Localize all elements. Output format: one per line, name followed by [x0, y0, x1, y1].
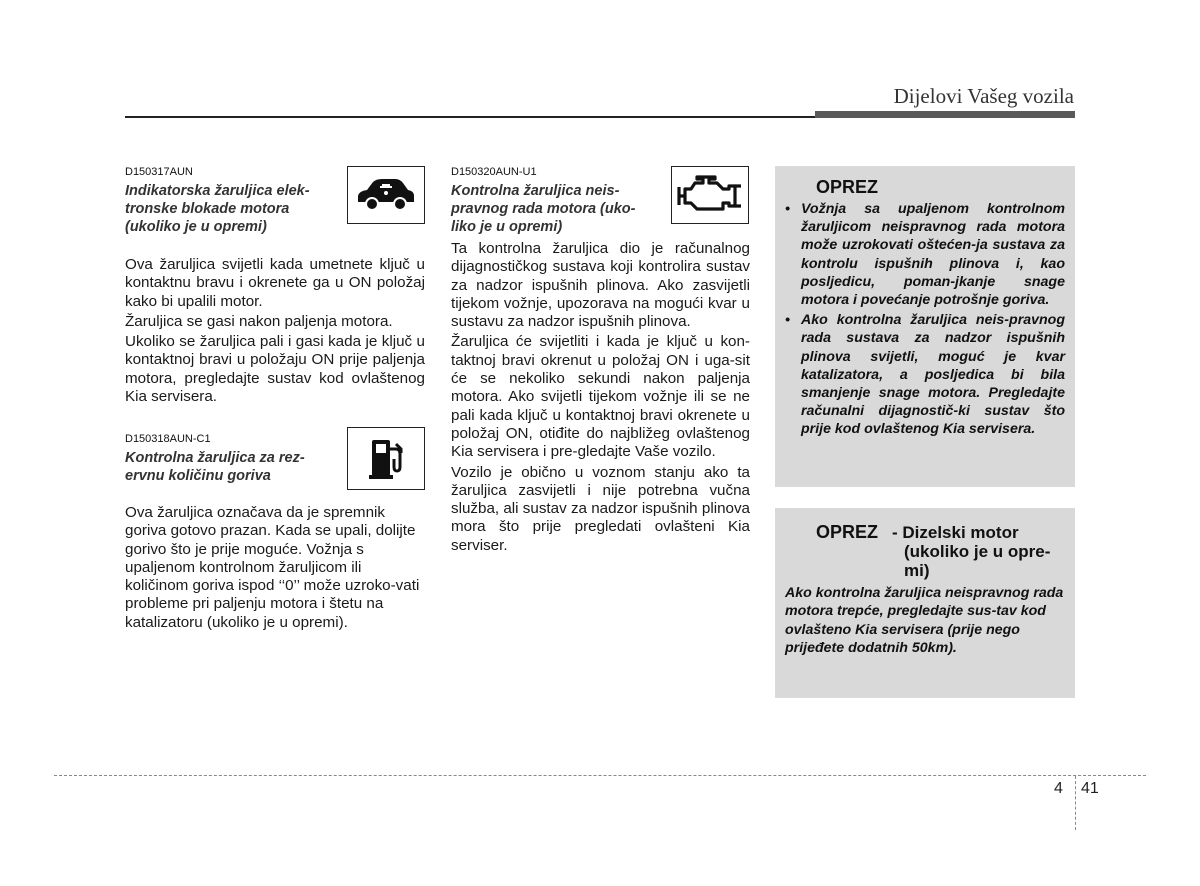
section-title-line: tronske blokade motora [125, 201, 290, 217]
caution-text: Ako kontrolna žaruljica neispravnog rada motora trepće, pregledajte sus-tav kod ovlašteno Kia servisera (prije nego prijeđete dodatnih 50km). [785, 585, 1064, 657]
page-number: 41 [1081, 780, 1099, 797]
check-engine-icon [671, 166, 749, 224]
section-title-line: Kontrolna žaruljica za rez- [125, 450, 305, 466]
body-paragraph: Žaruljica se gasi nakon paljenja motora. [125, 312, 393, 330]
section-title-line: pravnog rada motora (uko- [451, 201, 636, 217]
section-check-engine-body [451, 240, 750, 555]
body-paragraph: Žaruljica će svijetliti i kada je ključ u kon-taktnoj bravi okrenut u položaj ON i uga-sit će se nekoliko sekundi nakon paljenja motora. Ako svijetli tijekom vožnje ili se ne pali kada ključ u kontaktnoj bravi okrenete u položaj ON, otiđite do najbližeg ovlaštenog Kia servisera i pre-gledajte Vaše vozilo. [451, 333, 750, 461]
page-header-title: Dijelovi Vašeg vozila [893, 84, 1074, 108]
section-code: D150317AUN [125, 166, 193, 178]
car-immobilizer-icon [347, 166, 425, 224]
header-rule [125, 116, 815, 118]
caution-item [775, 200, 1075, 309]
caution-list [775, 200, 1075, 439]
caution-heading: OPREZ [816, 522, 879, 542]
caution-box-diesel [775, 508, 1075, 698]
bullet: • [785, 201, 790, 217]
section-code: D150320AUN-U1 [451, 166, 537, 178]
section-title-line: (ukoliko je u opremi) [125, 219, 267, 235]
body-paragraph: Ova žaruljica označava da je spremnik goriva gotovo prazan. Kada se upali, dolijte gorivo što je prije moguće. Vožnja s upaljenom kontrolnom žaruljicom ili količinom goriva ispod ‘‘0’’ može uzroko-vati probleme pri paljenju motora i štetu na katalizatoru (ukoliko je u opremi). [125, 504, 420, 631]
body-paragraph: Vozilo je obično u voznom stanju ako ta žaruljica zasvijetli i nije potrebna vučna služba, ali sustav za nadzor ispušnih plinova mora što prije pregledati ovlašteni Kia serviser. [451, 463, 750, 554]
section-title-line: liko je u opremi) [451, 219, 563, 235]
section-title-line: Kontrolna žaruljica neis- [451, 183, 620, 199]
caution-heading: OPREZ [816, 177, 879, 197]
caution-subheading: - Dizelski motor [892, 523, 1019, 542]
caution-box [775, 166, 1075, 487]
fuel-pump-icon [347, 427, 425, 490]
section-title-line: Indikatorska žaruljica elek- [125, 183, 310, 199]
caution-header [775, 508, 1075, 582]
header-rule-accent [815, 111, 1075, 118]
caution-item-text: Ako kontrolna žaruljica neis-pravnog rada sustava za nadzor ispušnih plinova svijetli, moguć je kvar katalizatora, a posljedica bi bila smanjenje snage motora. Pregledajte računalni dijagnostič-ki sustav što prije kod ovlaštenog Kia servisera. [801, 312, 1065, 438]
body-paragraph: Ta kontrolna žaruljica dio je računalnog dijagnostičkog sustava koji kontrolira sustav za nadzor ispušnih plinova. Ako zasvijetli tijekom vožnje, upozorava na mogući kvar u sustavu za nadzor ispušnih plinova. [451, 240, 750, 331]
section-code: D150318AUN-C1 [125, 433, 211, 445]
footer-divider-vertical [1075, 776, 1076, 830]
caution-subheading: (ukoliko je u opre- [904, 542, 1051, 561]
footer-divider [54, 775, 1146, 776]
section-fuel-body [125, 504, 425, 632]
section-title-line: ervnu količinu goriva [125, 468, 271, 484]
bullet: • [785, 312, 790, 329]
caution-item-text: Vožnja sa upaljenom kontrolnom žaruljicom neispravnog rada motora može uzrokovati oštećen-ja sustava za kontrolu ispušnih plinova i, kao posljedicu, poman-jkanje snage motora i povećanje potrošnje goriva. [801, 201, 1065, 309]
body-paragraph: Ova žaruljica svijetli kada umetnete ključ u kontaktnu bravu i okrenete ga u ON položaj kako bi upalili motor. [125, 256, 425, 310]
body-paragraph: Ukoliko se žaruljica pali i gasi kada je ključ u kontaktnoj bravi u položaju ON prije paljenja motora, pregledajte sustav kod ovlaštenog Kia servisera. [125, 333, 425, 406]
caution-subheading: mi) [904, 561, 930, 580]
chapter-number: 4 [1054, 780, 1063, 797]
caution-item [775, 311, 1075, 438]
section-immobilizer-body [125, 256, 425, 406]
